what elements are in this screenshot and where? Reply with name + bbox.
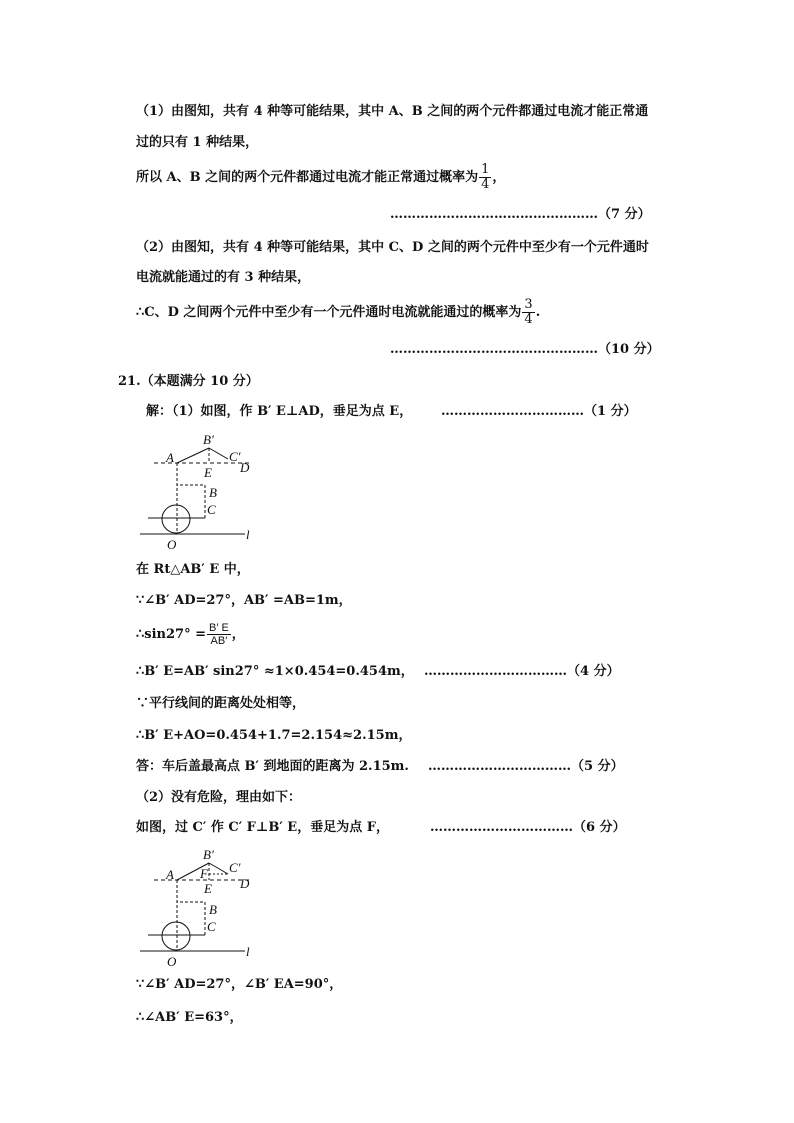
label-d: D [240,876,250,891]
sum-line: ∴B′ E+AO=0.454+1.7=2.154≈2.15m， [136,728,412,743]
label-o: O [167,537,177,552]
p2-line2: 电流就能通过的有 3 种结果， [136,270,311,285]
geometry-figure-1 [130,426,270,554]
p2-frac-denominator: 4 [524,312,533,327]
p1-line3-end: ， [492,170,506,185]
p1-score: …………………………………………（7 分） [390,207,651,222]
calc-line: ∴B′ E=AB′ sin27° ≈1×0.454=0.454m， [136,664,414,679]
car-outline-dashed [177,880,205,935]
p1-fraction [479,163,491,192]
sin-end: ， [231,627,245,642]
label-l: l [246,527,250,542]
angle-line2: ∴∠AB′ E=63°， [136,1010,243,1025]
angle-line1: ∵∠B′ AD=27°，∠B′ EA=90°， [136,977,343,992]
label-c: C [207,502,216,517]
rt-triangle-line: 在 Rt△AB′ E 中， [136,562,250,577]
wheel-circle [162,505,190,533]
sin-line [136,617,245,653]
label-c: C [207,919,216,934]
p1-line3 [136,160,505,196]
p1-frac-denominator: 4 [481,177,490,192]
sin-prefix: ∴sin27° = [136,627,206,642]
label-b: B [209,902,217,917]
p1-line3-text: 所以 A、B 之间的两个元件都通过电流才能正常通过概率为 [136,170,479,185]
label-o: O [167,954,177,969]
segment-b-prime-c-prime [209,863,228,874]
p2-line3-end: . [535,305,541,320]
label-b-prime: B′ [203,432,214,447]
part2-line1: （2）没有危险，理由如下： [136,790,302,805]
label-f: F [200,866,208,881]
part2-score: ……………………………（6 分） [430,820,626,835]
p1-line2: 过的只有 1 种结果， [136,135,259,150]
p2-line3-text: ∴C、D 之间两个元件中至少有一个元件通时电流就能通过的概率为 [136,305,522,320]
wheel-circle [162,922,190,950]
sin-numerator: B′ E [209,622,229,634]
segment-b-prime-c-prime [209,448,228,459]
because-line1: ∵∠B′ AD=27°，AB′ =AB=1m， [136,593,352,608]
label-e: E [204,465,212,480]
p1-frac-numerator: 1 [481,162,490,177]
q21-solution-line1: 解：（1）如图，作 B′ E⊥AD，垂足为点 E， [146,404,413,419]
label-b: B [209,485,217,500]
label-e: E [204,881,212,896]
p2-line1: （2）由图知，共有 4 种等可能结果，其中 C、D 之间的两个元件中至少有一个元件通时 [136,240,649,255]
label-l: l [246,944,250,959]
q21-solution-score1: ……………………………（1 分） [441,404,637,419]
label-a: A [166,450,174,465]
segment-ab-prime [177,448,209,463]
label-d: D [240,460,250,475]
p2-line3 [136,295,540,331]
part2-line2: 如图，过 C′ 作 C′ F⊥B′ E，垂足为点 F， [136,820,389,835]
geometry-figure-2 [130,843,270,971]
calc-score: ……………………………（4 分） [424,664,620,679]
label-b-prime: B′ [203,847,214,862]
p2-score: …………………………………………（10 分） [390,342,660,357]
label-a: A [166,867,174,882]
answer-score: ……………………………（5 分） [428,759,624,774]
label-c-prime: C′ [229,449,241,464]
q21-title: 21.（本题满分 10 分） [118,374,259,389]
sin-fraction [207,622,231,647]
answer-line: 答：车后盖最高点 B′ 到地面的距离为 2.15m. [136,759,409,774]
car-outline-dashed [177,463,205,518]
p2-fraction [522,298,534,327]
sin-denominator: AB′ [207,634,231,647]
p1-line1: （1）由图知，共有 4 种等可能结果，其中 A、B 之间的两个元件都通过电流才能正常通 [136,104,649,119]
label-c-prime: C′ [229,860,241,875]
p2-frac-numerator: 3 [524,297,533,312]
parallel-line: ∵平行线间的距离处处相等， [136,696,306,711]
